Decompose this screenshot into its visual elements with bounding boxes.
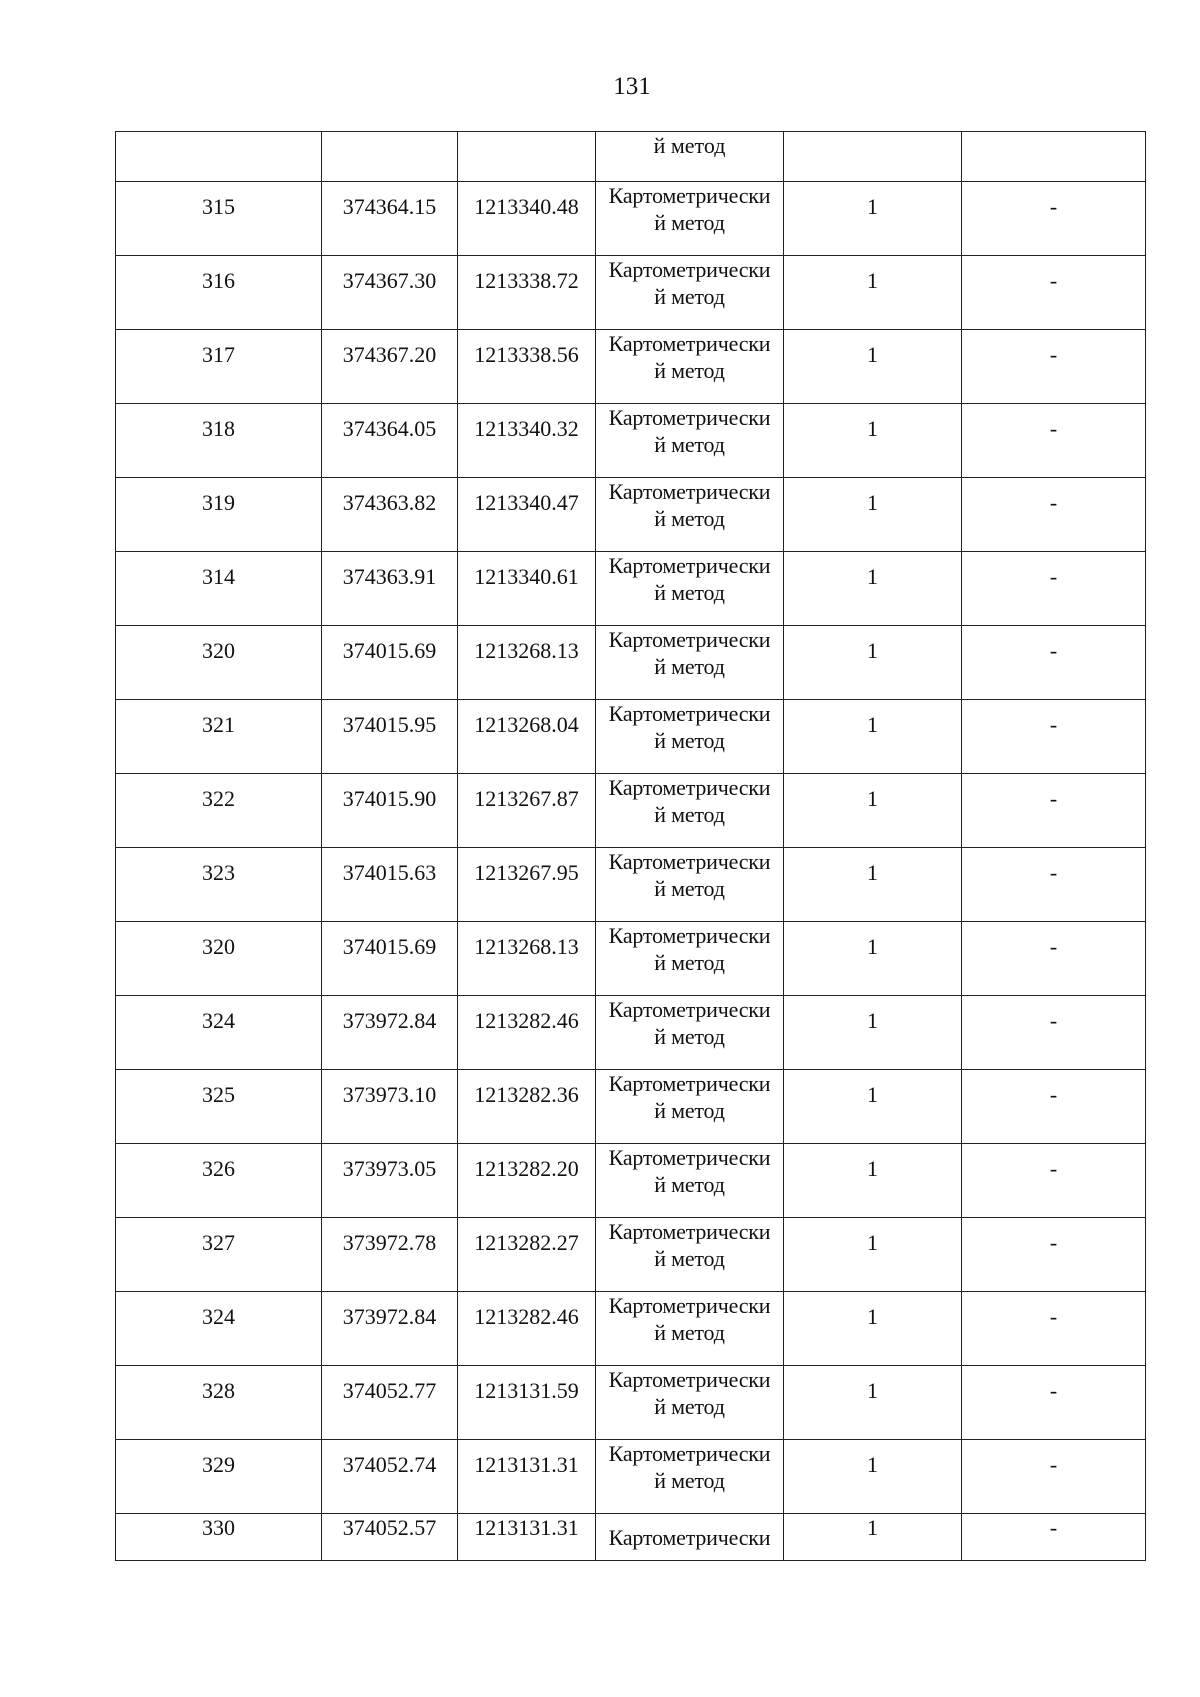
cell-y: [458, 256, 596, 330]
cell-point: [116, 996, 322, 1070]
cell-method-text: Картометрически й метод: [608, 775, 771, 827]
cell-note-text: -: [1049, 1304, 1058, 1329]
cell-point-text: 324: [202, 1304, 235, 1329]
cell-method: [596, 1144, 784, 1218]
cell-accuracy: [784, 922, 962, 996]
cell-x-text: 374015.69: [342, 934, 437, 959]
cell-accuracy: [784, 404, 962, 478]
cell-x: [322, 1218, 458, 1292]
cell-method: [596, 404, 784, 478]
cell-accuracy: [784, 848, 962, 922]
cell-x-text: 374015.63: [342, 860, 437, 885]
cell-y-text: 1213282.20: [474, 1156, 579, 1181]
table-row: [116, 552, 1146, 626]
cell-y: [458, 1144, 596, 1218]
cell-accuracy: [784, 774, 962, 848]
cell-x-text: 374363.82: [342, 490, 437, 515]
cell-x: [322, 1514, 458, 1561]
cell-note-text: -: [1049, 860, 1058, 885]
cell-y-text: 1213131.31: [474, 1515, 579, 1540]
cell-y: [458, 626, 596, 700]
cell-point-text: 323: [202, 860, 235, 885]
cell-accuracy: [784, 1070, 962, 1144]
cell-method-text: Картометрически й метод: [608, 1441, 771, 1493]
cell-accuracy: [784, 132, 962, 182]
cell-point: [116, 552, 322, 626]
cell-point-text: 321: [202, 712, 235, 737]
cell-point-text: 316: [202, 268, 235, 293]
cell-note: [962, 774, 1146, 848]
cell-y: [458, 478, 596, 552]
table-row: [116, 1218, 1146, 1292]
cell-point: [116, 1514, 322, 1561]
cell-y: [458, 404, 596, 478]
cell-note: [962, 404, 1146, 478]
cell-x-text: 373972.84: [342, 1304, 437, 1329]
cell-y-text: 1213340.47: [474, 490, 579, 515]
cell-method-text: Картометрически й метод: [608, 405, 771, 457]
cell-method-text: Картометрически й метод: [608, 1145, 771, 1197]
cell-method: [596, 996, 784, 1070]
cell-y-text: 1213338.56: [474, 342, 579, 367]
cell-x: [322, 132, 458, 182]
cell-x-text: 374052.77: [342, 1378, 437, 1403]
cell-accuracy: [784, 626, 962, 700]
cell-accuracy-text: 1: [867, 638, 878, 663]
cell-x-text: 373973.10: [342, 1082, 437, 1107]
cell-method: [596, 626, 784, 700]
cell-method-text: Картометрически й метод: [608, 923, 771, 975]
table-row: [116, 922, 1146, 996]
cell-accuracy-text: 1: [867, 490, 878, 515]
cell-y-text: 1213267.95: [474, 860, 579, 885]
cell-y: [458, 1292, 596, 1366]
cell-method: [596, 132, 784, 182]
cell-point: [116, 404, 322, 478]
cell-x: [322, 700, 458, 774]
table-row: [116, 404, 1146, 478]
cell-x: [322, 626, 458, 700]
cell-accuracy-text: 1: [867, 1304, 878, 1329]
cell-note: [962, 132, 1146, 182]
cell-accuracy-text: 1: [867, 268, 878, 293]
cell-accuracy-text: 1: [867, 786, 878, 811]
cell-method-text: Картометрически й метод: [608, 553, 771, 605]
cell-y-text: 1213282.36: [474, 1082, 579, 1107]
cell-method-text: Картометрически й метод: [608, 849, 771, 901]
cell-note-text: -: [1049, 1156, 1058, 1181]
cell-x: [322, 552, 458, 626]
cell-x-text: 373972.78: [342, 1230, 437, 1255]
cell-note: [962, 1218, 1146, 1292]
cell-point-text: 324: [202, 1008, 235, 1033]
cell-y-text: 1213282.46: [474, 1304, 579, 1329]
cell-y: [458, 1218, 596, 1292]
cell-y-text: 1213268.13: [474, 934, 579, 959]
cell-note: [962, 552, 1146, 626]
cell-y-text: 1213282.27: [474, 1230, 579, 1255]
table-row: [116, 1144, 1146, 1218]
cell-x: [322, 774, 458, 848]
cell-note-text: -: [1049, 268, 1058, 293]
cell-y: [458, 330, 596, 404]
cell-x: [322, 256, 458, 330]
cell-method: [596, 1440, 784, 1514]
cell-accuracy: [784, 1292, 962, 1366]
cell-point: [116, 132, 322, 182]
cell-note-text: -: [1049, 416, 1058, 441]
cell-x-text: 373972.84: [342, 1008, 437, 1033]
cell-point-text: 320: [202, 638, 235, 663]
cell-x-text: 374052.57: [342, 1515, 437, 1540]
cell-point-text: 325: [202, 1082, 235, 1107]
cell-method-text: Картометрически й метод: [608, 1071, 771, 1123]
cell-method-text: Картометрически: [608, 1525, 771, 1550]
cell-point: [116, 1440, 322, 1514]
cell-note-text: -: [1049, 194, 1058, 219]
cell-method-text: Картометрически й метод: [608, 627, 771, 679]
cell-point: [116, 1070, 322, 1144]
cell-point-text: 318: [202, 416, 235, 441]
cell-x-text: 374367.20: [342, 342, 437, 367]
cell-accuracy: [784, 1144, 962, 1218]
cell-method-text: Картометрически й метод: [608, 331, 771, 383]
page-number: 131: [613, 73, 651, 100]
cell-accuracy-text: 1: [867, 712, 878, 737]
cell-accuracy-text: 1: [867, 1008, 878, 1033]
cell-note-text: -: [1049, 638, 1058, 663]
cell-method: [596, 774, 784, 848]
cell-x: [322, 922, 458, 996]
cell-method: [596, 1366, 784, 1440]
continuation-row: [116, 132, 1146, 182]
cell-note: [962, 922, 1146, 996]
cell-point-text: 315: [202, 194, 235, 219]
table-body: [116, 132, 1146, 1561]
cell-x-text: 374015.69: [342, 638, 437, 663]
cell-point: [116, 478, 322, 552]
table-row: [116, 1366, 1146, 1440]
cell-y-text: 1213131.59: [474, 1378, 579, 1403]
table-row: [116, 256, 1146, 330]
cell-point-text: 326: [202, 1156, 235, 1181]
cell-accuracy-text: 1: [867, 564, 878, 589]
cell-point-text: 330: [202, 1515, 235, 1540]
cell-accuracy-text: 1: [867, 342, 878, 367]
coordinates-table: [115, 131, 1146, 1561]
table-row: [116, 700, 1146, 774]
cell-y-text: 1213267.87: [474, 786, 579, 811]
cell-x: [322, 478, 458, 552]
cell-method-text: Картометрически й метод: [608, 479, 771, 531]
cell-accuracy-text: 1: [867, 1452, 878, 1477]
cell-point: [116, 848, 322, 922]
cell-y: [458, 848, 596, 922]
cell-note: [962, 1514, 1146, 1561]
cell-point: [116, 922, 322, 996]
cell-y: [458, 1440, 596, 1514]
cell-accuracy-text: 1: [867, 860, 878, 885]
cell-x: [322, 1366, 458, 1440]
cell-x-text: 374367.30: [342, 268, 437, 293]
cell-note-text: -: [1049, 934, 1058, 959]
cell-point-text: 314: [202, 564, 235, 589]
cell-x: [322, 404, 458, 478]
table-row: [116, 996, 1146, 1070]
table-row: [116, 626, 1146, 700]
cell-accuracy-text: 1: [867, 934, 878, 959]
table-row: [116, 848, 1146, 922]
cell-note-text: -: [1049, 1452, 1058, 1477]
table-row: [116, 774, 1146, 848]
cell-accuracy-text: 1: [867, 1515, 878, 1540]
cell-note: [962, 1292, 1146, 1366]
cell-method: [596, 922, 784, 996]
cell-method: [596, 552, 784, 626]
cell-method: [596, 1218, 784, 1292]
cell-accuracy: [784, 552, 962, 626]
cell-x-text: 374052.74: [342, 1452, 437, 1477]
cell-y: [458, 552, 596, 626]
cell-accuracy-text: 1: [867, 194, 878, 219]
cell-method: [596, 1070, 784, 1144]
cell-method-text: Картометрически й метод: [608, 701, 771, 753]
cell-y-text: 1213268.13: [474, 638, 579, 663]
cell-accuracy-text: 1: [867, 1230, 878, 1255]
cell-note-text: -: [1049, 712, 1058, 737]
cell-y-text: 1213340.61: [474, 564, 579, 589]
cell-y-text: 1213340.32: [474, 416, 579, 441]
cell-x-text: 374364.05: [342, 416, 437, 441]
cell-method: [596, 1292, 784, 1366]
cell-point-text: 322: [202, 786, 235, 811]
cell-x: [322, 1144, 458, 1218]
cell-x-text: 374015.90: [342, 786, 437, 811]
cell-note-text: -: [1049, 1082, 1058, 1107]
cell-point: [116, 182, 322, 256]
cell-accuracy: [784, 1366, 962, 1440]
cell-point: [116, 330, 322, 404]
cell-point-text: 320: [202, 934, 235, 959]
cell-accuracy: [784, 700, 962, 774]
cell-note: [962, 1144, 1146, 1218]
cell-y: [458, 700, 596, 774]
cell-note-text: -: [1049, 564, 1058, 589]
cell-note: [962, 182, 1146, 256]
cell-point: [116, 700, 322, 774]
cell-point-text: 327: [202, 1230, 235, 1255]
cell-method-text: Картометрически й метод: [608, 1367, 771, 1419]
cell-y: [458, 774, 596, 848]
cell-note: [962, 626, 1146, 700]
cell-accuracy: [784, 1218, 962, 1292]
table-row: [116, 1292, 1146, 1366]
cell-method-text: Картометрически й метод: [608, 1293, 771, 1345]
cell-note-text: -: [1049, 1230, 1058, 1255]
cell-accuracy-text: 1: [867, 1156, 878, 1181]
cell-note: [962, 256, 1146, 330]
cell-note-text: -: [1049, 786, 1058, 811]
cell-method: [596, 256, 784, 330]
cell-accuracy: [784, 182, 962, 256]
cell-note-text: -: [1049, 1515, 1058, 1540]
cell-y-text: 1213340.48: [474, 194, 579, 219]
method-text: й метод: [653, 133, 726, 158]
cell-point: [116, 1218, 322, 1292]
cell-y-text: 1213282.46: [474, 1008, 579, 1033]
table-row: [116, 330, 1146, 404]
cell-accuracy: [784, 330, 962, 404]
cell-x: [322, 1292, 458, 1366]
cell-note-text: -: [1049, 342, 1058, 367]
cell-accuracy: [784, 996, 962, 1070]
cell-note-text: -: [1049, 1378, 1058, 1403]
cell-y: [458, 1514, 596, 1561]
cell-point-text: 328: [202, 1378, 235, 1403]
cell-accuracy-text: 1: [867, 416, 878, 441]
cell-note-text: -: [1049, 1008, 1058, 1033]
cell-note-text: -: [1049, 490, 1058, 515]
cell-note: [962, 700, 1146, 774]
cell-x: [322, 330, 458, 404]
cell-y: [458, 132, 596, 182]
cell-note: [962, 1440, 1146, 1514]
cell-point: [116, 256, 322, 330]
cell-note: [962, 1366, 1146, 1440]
cell-point: [116, 1292, 322, 1366]
cell-y-text: 1213268.04: [474, 712, 579, 737]
cell-method: [596, 478, 784, 552]
cell-method: [596, 700, 784, 774]
cell-accuracy: [784, 478, 962, 552]
cell-x-text: 374364.15: [342, 194, 437, 219]
cell-point-text: 329: [202, 1452, 235, 1477]
cell-accuracy-text: 1: [867, 1378, 878, 1403]
cell-x-text: 374015.95: [342, 712, 437, 737]
cell-x: [322, 1070, 458, 1144]
cell-accuracy-text: 1: [867, 1082, 878, 1107]
cell-y-text: 1213131.31: [474, 1452, 579, 1477]
cell-point-text: 319: [202, 490, 235, 515]
cell-accuracy: [784, 1514, 962, 1561]
table-row: [116, 1070, 1146, 1144]
cell-method-text: Картометрически й метод: [608, 257, 771, 309]
cell-accuracy: [784, 256, 962, 330]
cell-note: [962, 996, 1146, 1070]
cell-point: [116, 626, 322, 700]
cell-method: [596, 1514, 784, 1561]
table-row: [116, 478, 1146, 552]
cell-y: [458, 1366, 596, 1440]
cell-point-text: 317: [202, 342, 235, 367]
table-row: [116, 182, 1146, 256]
cell-note: [962, 848, 1146, 922]
cell-y: [458, 922, 596, 996]
cell-method: [596, 330, 784, 404]
cell-y: [458, 1070, 596, 1144]
cell-method: [596, 848, 784, 922]
cell-y-text: 1213338.72: [474, 268, 579, 293]
cell-y: [458, 182, 596, 256]
cell-point: [116, 1144, 322, 1218]
cell-y: [458, 996, 596, 1070]
cell-x: [322, 1440, 458, 1514]
cell-point: [116, 774, 322, 848]
cell-note: [962, 478, 1146, 552]
cell-note: [962, 1070, 1146, 1144]
cell-accuracy: [784, 1440, 962, 1514]
cell-method: [596, 182, 784, 256]
cell-note: [962, 330, 1146, 404]
cell-method-text: Картометрически й метод: [608, 183, 771, 235]
cell-x: [322, 848, 458, 922]
cell-x-text: 374363.91: [342, 564, 437, 589]
cell-x-text: 373973.05: [342, 1156, 437, 1181]
cell-x: [322, 182, 458, 256]
table-row: [116, 1440, 1146, 1514]
cell-method-text: Картометрически й метод: [608, 1219, 771, 1271]
cell-method-text: Картометрически й метод: [608, 997, 771, 1049]
cell-x: [322, 996, 458, 1070]
cell-point: [116, 1366, 322, 1440]
table-row-last: [116, 1514, 1146, 1561]
